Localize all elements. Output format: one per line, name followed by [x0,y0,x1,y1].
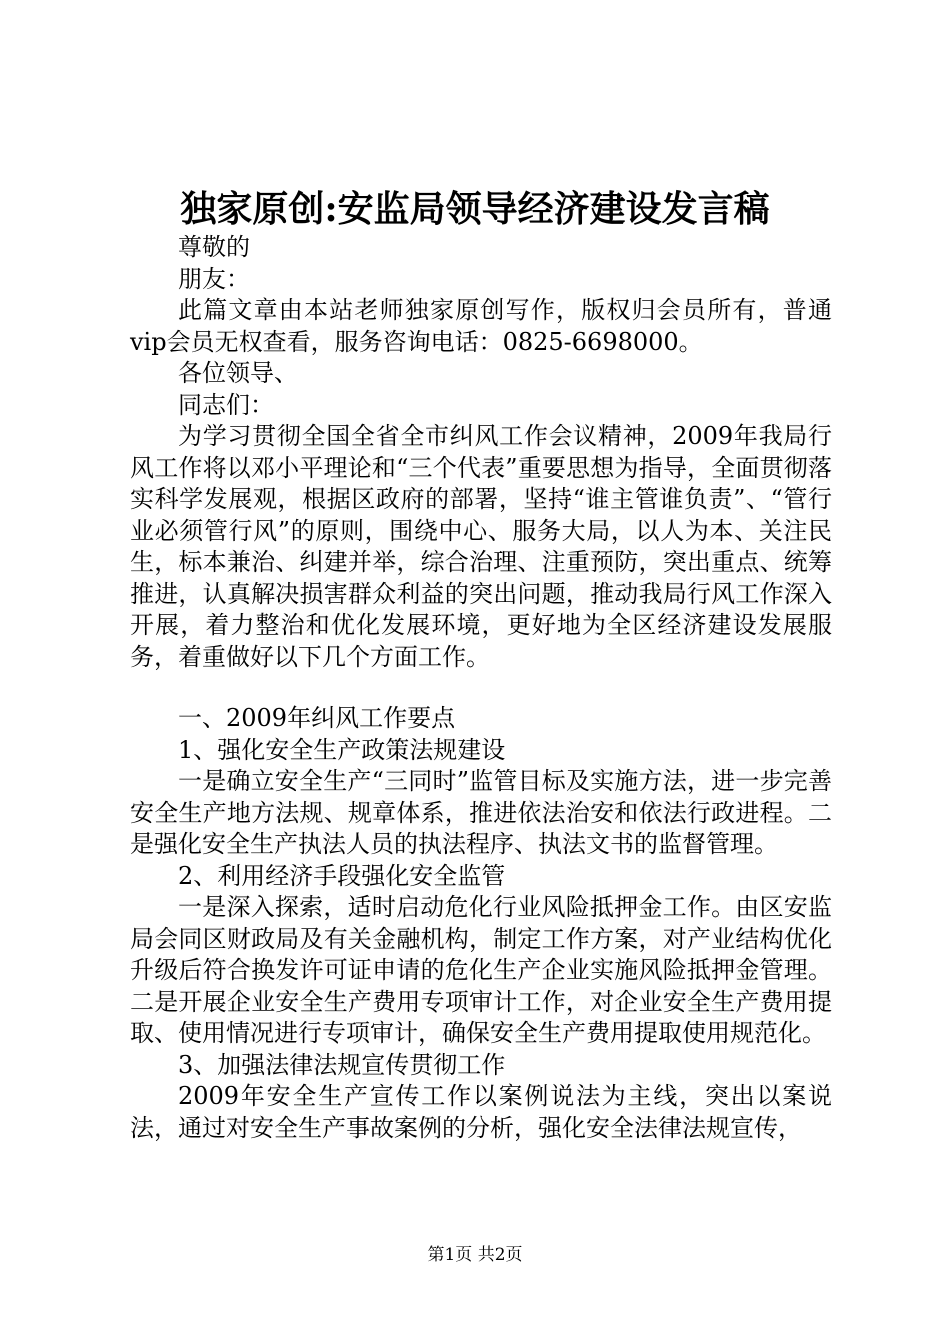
document-title: 独家原创:安监局领导经济建设发言稿 [180,188,770,230]
subheading-2: 2、利用经济手段强化安全监管 [178,861,506,890]
body-paragraph-1: 一是确立安全生产“三同时”监管目标及实施方法，进一步完善安全生产地方法规、规章体系，推进依法治安和依法行政进程。二是强化安全生产执法人员的执法程序、执法文书的监督管理。 [130,767,832,858]
copyright-notice: 此篇文章由本站老师独家原创写作，版权归会员所有，普通vip会员无权查看，服务咨询电话：0825-6698000。 [130,296,832,356]
intro-paragraph: 为学习贯彻全国全省全市纠风工作会议精神，2009年我局行风工作将以邓小平理论和“三个代表”重要思想为指导，全面贯彻落实科学发展观，根据区政府的部署，坚持“谁主管谁负责”、“管行业必须管行风”的原则，围绕中心、服务大局，以人为本、关注民生，标本兼治、纠建并举，综合治理、注重预防，突出重点、统筹推进，认真解决损害群众利益的突出问题，推动我局行风工作深入开展，着力整治和优化发展环境，更好地为全区经济建设发展服务，着重做好以下几个方面工作。 [130,422,832,671]
section-heading-1: 一、2009年纠风工作要点 [178,704,456,732]
page-number: 第1页 共2页 [427,1245,523,1265]
salutation-line-1: 尊敬的 [178,233,250,261]
body-paragraph-2: 一是深入探索，适时启动危化行业风险抵押金工作。由区安监局会同区财政局及有关金融机构，制定工作方案，对产业结构优化升级后符合换发许可证申请的危化生产企业实施风险抵押金管理。二是开展企业安全生产费用专项审计工作，对企业安全生产费用提取、使用情况进行专项审计，确保安全生产费用提取使用规范化。 [130,893,832,1047]
document-body [130,232,832,1144]
body-paragraph-3: 2009年安全生产宣传工作以案例说法为主线，突出以案说法，通过对安全生产事故案例的分析，强化安全法律法规宣传， [130,1082,832,1142]
subheading-3: 3、加强法律法规宣传贯彻工作 [178,1050,506,1079]
salutation-line-3: 各位领导、 [178,359,298,387]
salutation-line-2: 朋友： [178,264,250,293]
salutation-line-4: 同志们： [178,390,274,419]
subheading-1: 1、强化安全生产政策法规建设 [178,735,506,764]
